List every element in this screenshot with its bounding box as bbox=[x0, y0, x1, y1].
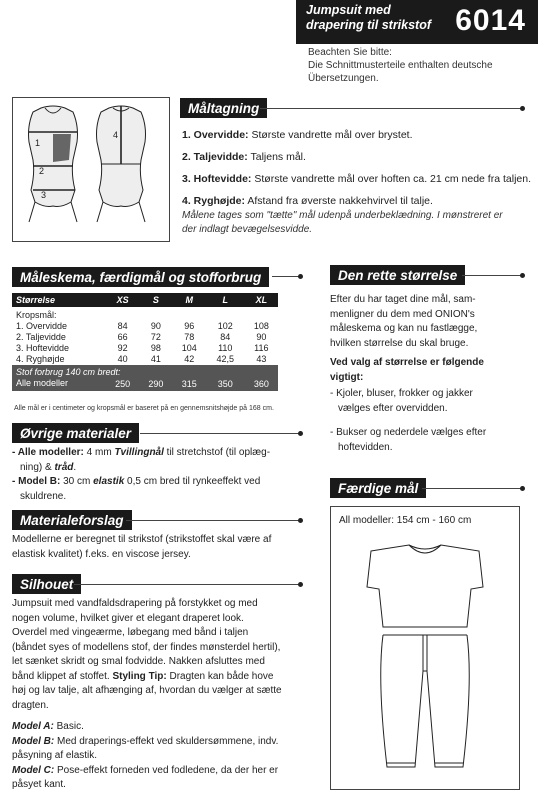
right-size-paragraph bbox=[330, 293, 526, 351]
right-size-bullets bbox=[330, 387, 526, 455]
title-block bbox=[306, 3, 431, 33]
right-size-line: hvilken størrelse du skal bruge. bbox=[330, 337, 469, 349]
right-size-heading-line: vigtigt: bbox=[330, 371, 364, 383]
size-column-header: Størrelse bbox=[12, 293, 106, 307]
cell: 360 bbox=[245, 378, 278, 391]
cell: 116 bbox=[254, 343, 269, 353]
measuring-item bbox=[182, 124, 531, 146]
model-text: Basic. bbox=[53, 721, 84, 732]
section-rule bbox=[140, 433, 300, 434]
section-rule bbox=[272, 276, 300, 277]
rule-dot bbox=[298, 274, 303, 279]
row-label: 2. Taljevidde bbox=[16, 332, 66, 342]
cell: 315 bbox=[173, 378, 206, 391]
measuring-label: 1. Overvidde: bbox=[182, 129, 249, 141]
row-label: 3. Hoftevidde bbox=[16, 343, 70, 353]
material-suggestion-body bbox=[12, 533, 304, 562]
pattern-number: 6014 bbox=[455, 4, 526, 37]
finished-title: Færdige mål bbox=[330, 478, 426, 498]
rule-dot bbox=[298, 431, 303, 436]
measuring-item bbox=[182, 146, 531, 168]
cell: 98 bbox=[150, 343, 161, 353]
right-size-heading-line: Ved valg af størrelse er følgende bbox=[330, 357, 484, 368]
model-text: Pose-effekt forneden ved fodledene, da der her er bbox=[54, 764, 279, 776]
materials-label: - Model B: bbox=[12, 476, 61, 487]
cell: 84 bbox=[117, 321, 128, 331]
styling-tip-label: Styling Tip: bbox=[112, 670, 167, 682]
title-line-2: drapering til strikstof bbox=[306, 18, 432, 32]
measuring-note bbox=[182, 209, 522, 237]
materials-line bbox=[12, 461, 302, 476]
rule-dot bbox=[520, 273, 525, 278]
other-materials-body bbox=[12, 446, 302, 504]
measuring-title: Måltagning bbox=[180, 98, 267, 118]
body-measure-row bbox=[12, 307, 278, 321]
figure-label-4: 4 bbox=[113, 130, 119, 140]
measuring-label: 3. Hoftevidde: bbox=[182, 173, 252, 185]
size-column-header: XS bbox=[106, 293, 139, 307]
measuring-label: 2. Taljevidde: bbox=[182, 151, 248, 163]
cell: 40 bbox=[117, 354, 128, 364]
cell: 42 bbox=[184, 354, 195, 364]
materials-line: skuldrene. bbox=[20, 490, 67, 502]
cell: 96 bbox=[184, 321, 195, 331]
measuring-text: Største vandrette mål over brystet. bbox=[251, 129, 413, 141]
materials-text: til stretchstof (til oplæg- bbox=[163, 447, 271, 458]
silhouette-line: (båndet syes of modellens stof, der findes mønsterdel hertil), bbox=[12, 641, 281, 653]
silhouette-body bbox=[12, 597, 308, 793]
rule-dot bbox=[520, 106, 525, 111]
materials-emphasis: Tvillingnål bbox=[114, 447, 164, 458]
header-bar bbox=[296, 0, 538, 44]
measuring-note-line: Målene tages som "tætte" mål udenpå underbeklædning. I mønstreret er bbox=[182, 210, 503, 221]
table-row bbox=[12, 332, 278, 343]
other-materials-title: Øvrige materialer bbox=[12, 423, 139, 443]
body-measure-label: Kropsmål: bbox=[16, 310, 57, 320]
model-line bbox=[12, 749, 308, 764]
silhouette-line: let sænket skridt og smal fodvidde. Nakken afsluttes med bbox=[12, 656, 265, 667]
silhouette-title: Silhouet bbox=[12, 574, 81, 594]
german-note bbox=[308, 46, 493, 85]
bullet-line: - Kjoler, bluser, frokker og jakker bbox=[330, 388, 473, 399]
fabric-label: Stof forbrug 140 cm bredt: bbox=[12, 365, 278, 378]
measuring-text: Største vandrette mål over hoften ca. 21 cm nede fra taljen. bbox=[254, 173, 531, 185]
materials-emphasis: tråd bbox=[54, 461, 74, 473]
right-size-line: måleskema og kan nu fastlægge, bbox=[330, 323, 478, 334]
german-note-line: Beachten Sie bitte: bbox=[308, 47, 392, 58]
cell: 41 bbox=[150, 354, 161, 364]
rule-dot bbox=[298, 518, 303, 523]
materials-emphasis: elastik bbox=[93, 476, 125, 487]
silhouette-line: dragten. bbox=[12, 699, 49, 711]
materials-line bbox=[12, 446, 302, 461]
size-header-row bbox=[12, 293, 278, 307]
figure-label-2: 2 bbox=[39, 166, 45, 176]
cell: 108 bbox=[253, 321, 269, 331]
measuring-text: Taljens mål. bbox=[250, 151, 306, 163]
materials-text: ning) & bbox=[20, 461, 55, 473]
model-label: Model C: bbox=[12, 764, 55, 776]
cell: 66 bbox=[117, 332, 128, 342]
cell: 92 bbox=[117, 343, 128, 353]
bullet-line: hoftevidden. bbox=[338, 441, 393, 453]
materials-text: 4 mm bbox=[83, 447, 115, 458]
size-chart-footnote: Alle mål er i centimeter og kropsmål er baseret på en gennemsnitshøjde på 168 cm. bbox=[14, 405, 274, 412]
materials-text: 30 cm bbox=[60, 476, 94, 487]
table-row bbox=[12, 321, 278, 332]
german-note-line: Übersetzungen. bbox=[308, 73, 379, 84]
rule-dot bbox=[520, 486, 525, 491]
cell: 72 bbox=[150, 332, 161, 342]
model-label: Model B: bbox=[12, 735, 55, 747]
silhouette-line: Overdel med vingeærme, løbegang med bånd i taljen bbox=[12, 627, 249, 638]
suggestion-line: elastisk kvalitet) f.eks. en viscose jersey. bbox=[12, 548, 191, 560]
cell: 42,5 bbox=[216, 354, 235, 364]
measuring-text: Afstand fra øverste nakkehvirvel til talje. bbox=[247, 195, 433, 207]
finished-caption: All modeller: 154 cm - 160 cm bbox=[339, 515, 472, 526]
silhouette-line: Jumpsuit med vandfaldsdrapering på forstykket og med bbox=[12, 598, 258, 609]
silhouette-line: høj og lav talje, alt afhænging af, hvordan du vælger at sætte bbox=[12, 685, 282, 696]
model-line bbox=[12, 764, 308, 779]
model-text: Med draperings-effekt ved skuldersømmene, indv. bbox=[54, 735, 279, 747]
silhouette-text: Dragten kan både hove bbox=[166, 670, 274, 682]
rule-dot bbox=[298, 582, 303, 587]
section-rule bbox=[422, 488, 522, 489]
cell: 43 bbox=[256, 354, 267, 364]
size-column-header: S bbox=[139, 293, 172, 307]
section-rule bbox=[462, 275, 522, 276]
model-text: påsyning af elastik. bbox=[12, 750, 98, 761]
cell: 90 bbox=[256, 332, 267, 342]
materials-label: - Alle modeller: bbox=[12, 447, 84, 458]
model-label: Model A: bbox=[12, 721, 54, 732]
finished-figure bbox=[330, 506, 520, 790]
fabric-row bbox=[12, 378, 278, 391]
table-row bbox=[12, 354, 278, 365]
materials-text: 0,5 cm bred til rynkeeffekt ved bbox=[124, 476, 261, 487]
size-chart bbox=[12, 293, 278, 391]
table-row bbox=[12, 343, 278, 354]
silhouette-line: nogen volume, hvilket giver et elegant draperet look. bbox=[12, 612, 244, 624]
materials-text: . bbox=[73, 461, 77, 473]
size-column-header: XL bbox=[245, 293, 278, 307]
measuring-note-line: der indlagt bevægelsesvidde. bbox=[182, 224, 313, 235]
measuring-list bbox=[182, 124, 531, 212]
size-chart-title: Måleskema, færdigmål og stofforbrug bbox=[12, 267, 269, 287]
row-label: 1. Overvidde bbox=[16, 321, 68, 331]
row-label: Alle modeller bbox=[12, 378, 106, 391]
silhouette-line bbox=[12, 670, 308, 685]
measuring-item bbox=[182, 168, 531, 190]
fabric-label-row bbox=[12, 365, 278, 378]
cell: 350 bbox=[206, 378, 245, 391]
cell: 104 bbox=[181, 343, 197, 353]
silhouette-text: bånd klippet af stoffet. bbox=[12, 670, 113, 682]
model-line bbox=[12, 720, 308, 735]
section-rule bbox=[260, 108, 522, 109]
model-line bbox=[12, 735, 308, 750]
materials-line bbox=[12, 475, 302, 490]
size-table bbox=[12, 293, 278, 391]
figure-label-3: 3 bbox=[41, 190, 47, 200]
suggestion-line: Modellerne er beregnet til strikstof (strikstoffet skal være af bbox=[12, 534, 272, 545]
right-size-line: menligner du dem med ONION's bbox=[330, 308, 475, 320]
cell: 90 bbox=[150, 321, 161, 331]
model-line bbox=[12, 778, 308, 793]
model-text: påsyet kant. bbox=[12, 779, 66, 790]
cell: 78 bbox=[184, 332, 195, 342]
material-suggestion-title: Materialeforslag bbox=[12, 510, 132, 530]
bullet-line: - Bukser og nederdele vælges efter bbox=[330, 427, 487, 438]
cell: 110 bbox=[218, 343, 233, 353]
cell: 290 bbox=[139, 378, 172, 391]
section-rule bbox=[126, 520, 300, 521]
cell: 84 bbox=[220, 332, 231, 342]
body-measure-illustration bbox=[13, 98, 169, 241]
size-column-header: M bbox=[173, 293, 206, 307]
cell: 102 bbox=[217, 321, 233, 331]
measuring-label: 4. Ryghøjde: bbox=[182, 195, 246, 207]
right-size-heading bbox=[330, 356, 526, 385]
cell: 250 bbox=[106, 378, 139, 391]
figure-label-1: 1 bbox=[35, 138, 41, 148]
jumpsuit-flat-drawing bbox=[331, 531, 519, 789]
title-line-1: Jumpsuit med bbox=[306, 3, 391, 17]
row-label: 4. Ryghøjde bbox=[16, 354, 65, 364]
size-column-header: L bbox=[206, 293, 245, 307]
section-rule bbox=[74, 584, 300, 585]
measuring-figure bbox=[12, 97, 170, 242]
right-size-title: Den rette størrelse bbox=[330, 265, 465, 285]
german-note-line: Die Schnittmusterteile enthalten deutsche bbox=[308, 60, 493, 71]
bullet-line: vælges efter overvidden. bbox=[338, 402, 448, 414]
right-size-line: Efter du har taget dine mål, sam- bbox=[330, 294, 476, 305]
